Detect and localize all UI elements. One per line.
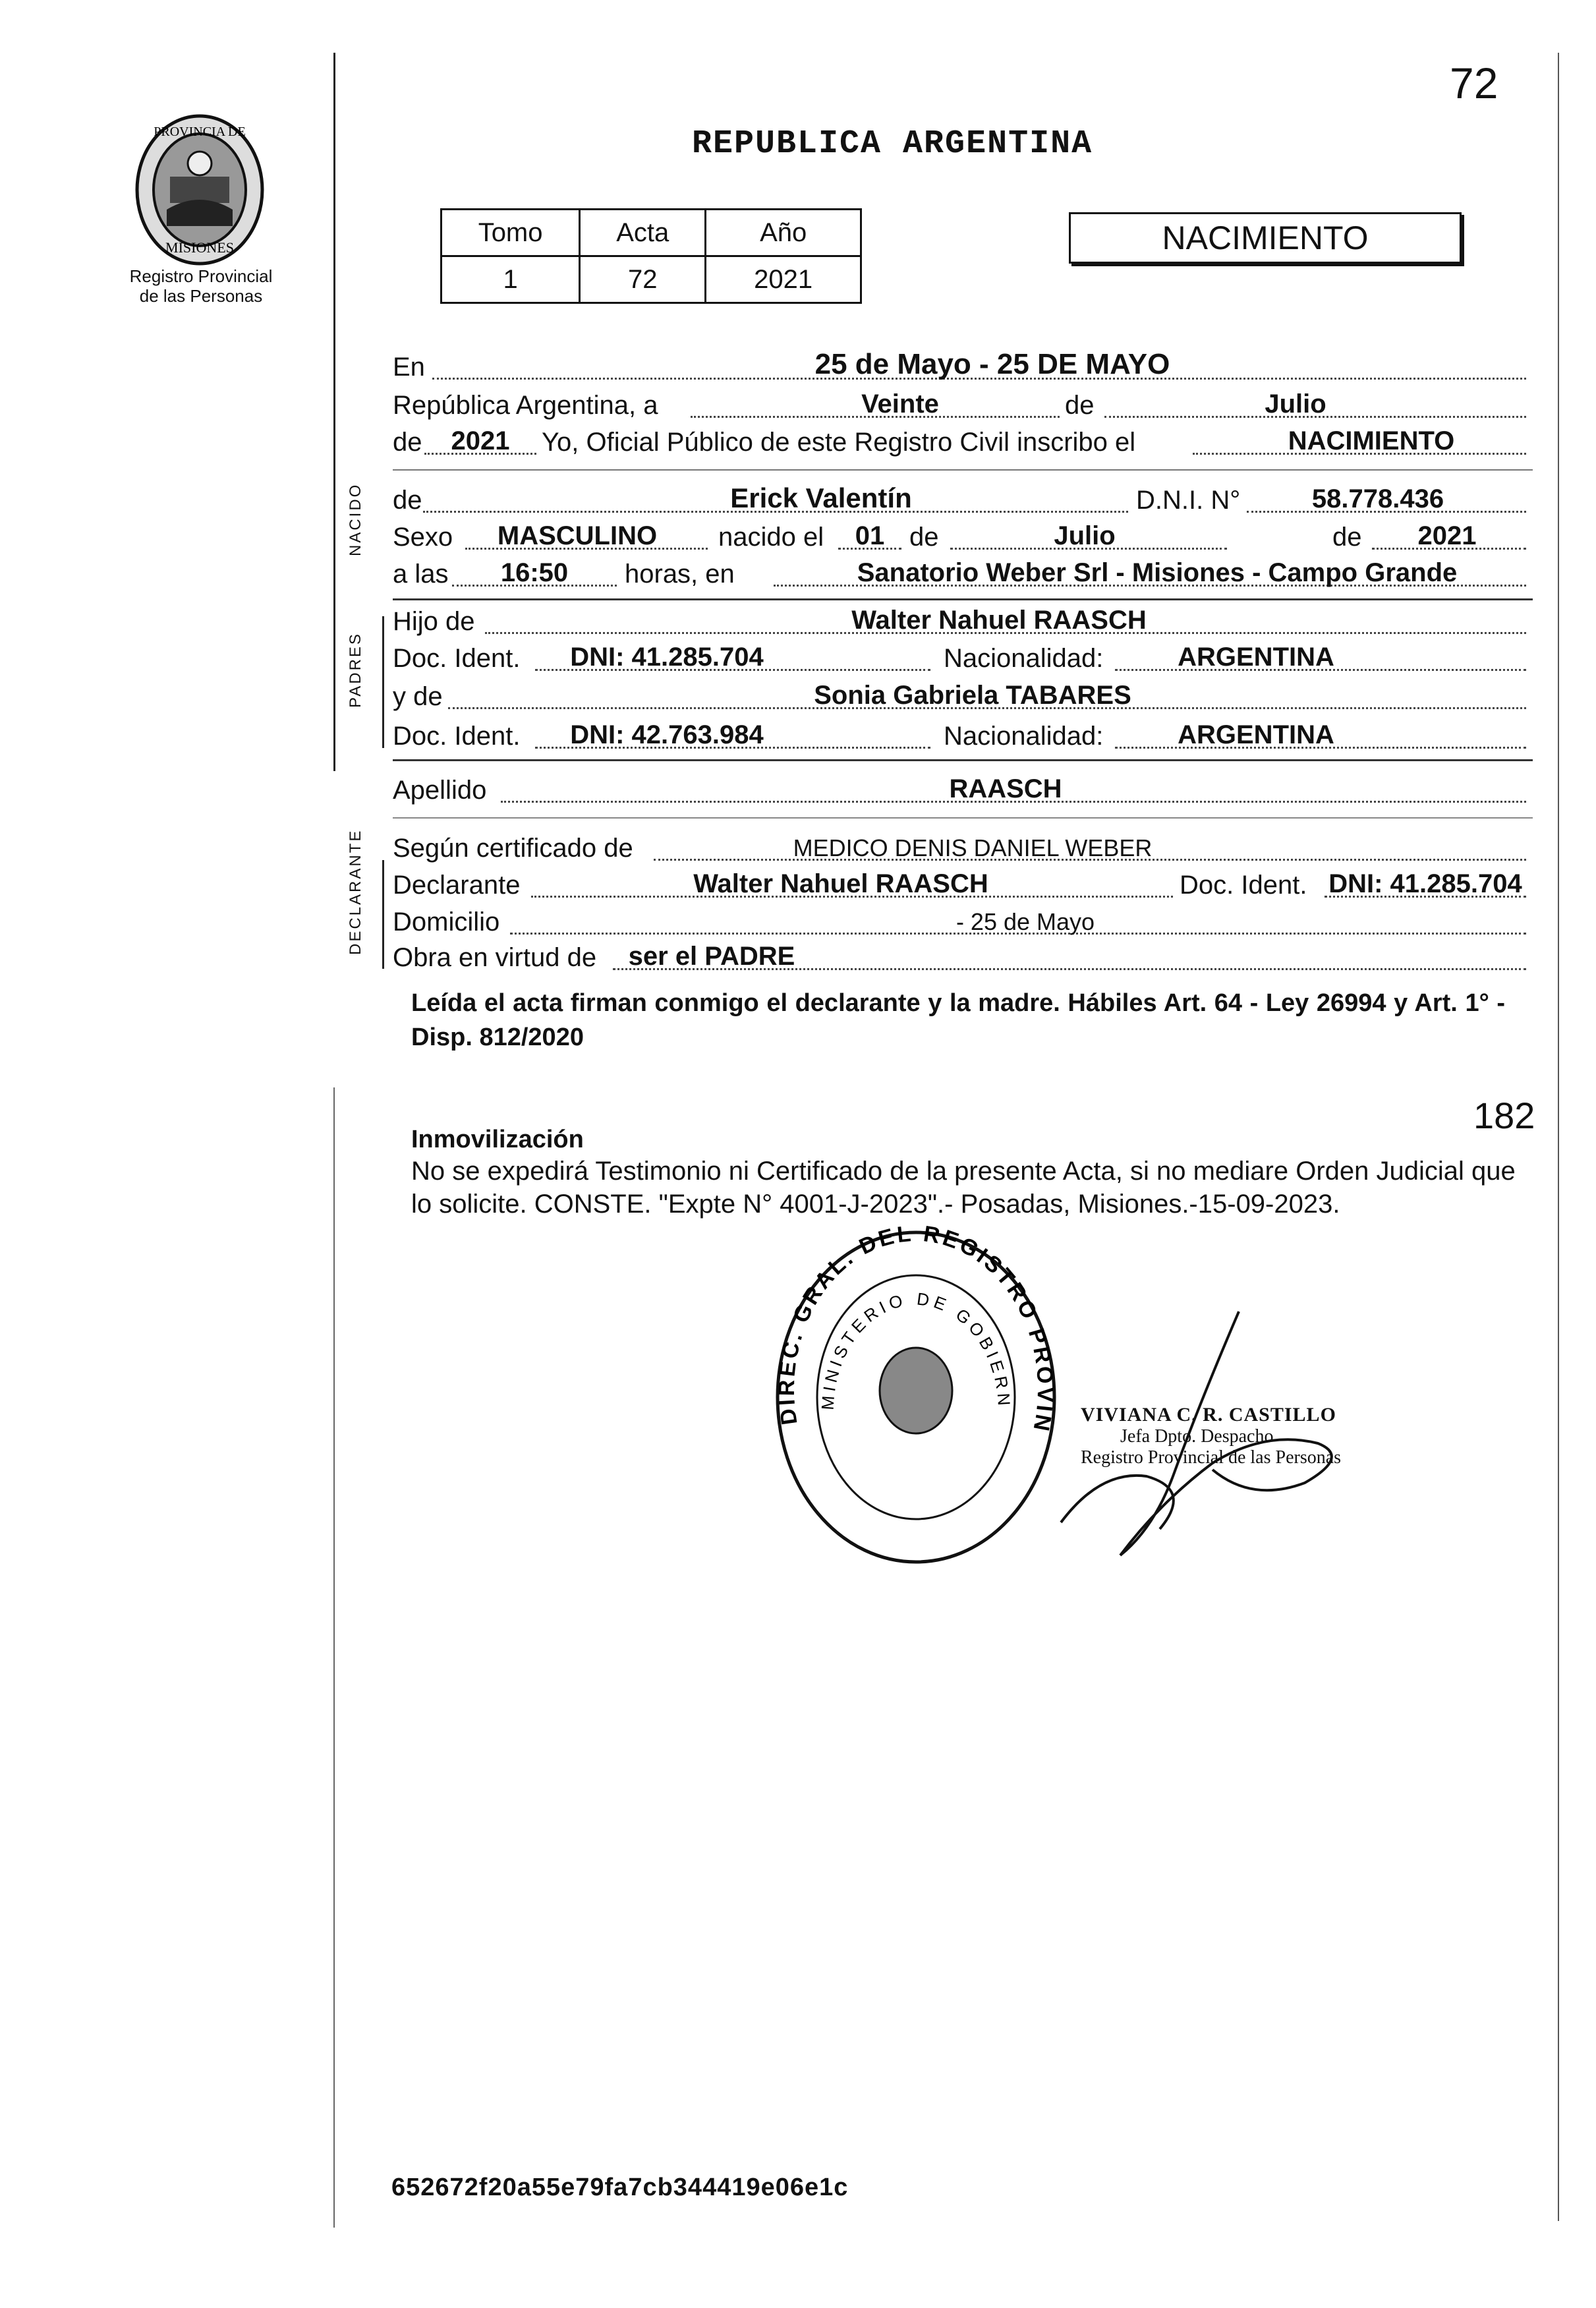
section-label-padres: PADRES: [347, 632, 364, 708]
official-stamp: [771, 1226, 1061, 1569]
header-tomo: Tomo: [442, 210, 580, 256]
value-obra: ser el PADRE: [628, 942, 795, 971]
value-anio: 2021: [451, 426, 510, 455]
value-dni: 58.778.436: [1311, 484, 1444, 513]
value-apellido: RAASCH: [949, 774, 1062, 803]
document-title: REPUBLICA ARGENTINA: [692, 125, 1093, 163]
row-apellido: Apellido RAASCH: [393, 771, 1533, 809]
header-acta: Acta: [580, 210, 706, 256]
row-certificado: Según certificado de MEDICO DENIS DANIEL WEBER: [393, 829, 1533, 867]
value-dia: Veinte: [861, 389, 939, 418]
province-seal: [130, 111, 269, 269]
value-certificado: MEDICO DENIS DANIEL WEBER: [793, 834, 1153, 861]
value-madre-doc: DNI: 42.763.984: [570, 720, 764, 749]
closing-note: Leída el acta firman conmigo el declarante y la madre. Hábiles Art. 64 - Ley 26994 y Art. 1° - Disp. 812/2020: [411, 989, 1505, 1051]
section-label-declarante: DECLARANTE: [347, 828, 364, 955]
registry-line1: Registro Provincial: [129, 266, 273, 286]
row-fecha: República Argentina, a Veinte de Julio: [393, 386, 1533, 424]
record-type-box: [1069, 212, 1462, 264]
value-sexo: MASCULINO: [497, 521, 658, 550]
value-anio-nac: 2021: [1417, 521, 1477, 550]
signatory-name: VIVIANA C. R. CASTILLO: [1081, 1404, 1336, 1426]
official-stamp-icon: [771, 1226, 1061, 1569]
row-domicilio: Domicilio - 25 de Mayo: [393, 903, 1533, 941]
seal-top-text: PROVINCIA DE: [154, 125, 246, 139]
value-tomo: 1: [442, 256, 580, 303]
value-padre: Walter Nahuel RAASCH: [851, 606, 1147, 635]
inmovilizacion-title: Inmovilización: [411, 1126, 584, 1153]
record-type: NACIMIENTO: [1162, 219, 1369, 256]
row-inscripcion: de 2021 Yo, Oficial Público de este Registro Civil inscribo el NACIMIENTO: [393, 423, 1533, 461]
value-padre-nac: ARGENTINA: [1178, 643, 1334, 672]
page-number: 72: [1450, 59, 1498, 107]
value-tipo: NACIMIENTO: [1288, 426, 1455, 455]
row-madre-doc: Doc. Ident. DNI: 42.763.984 Nacionalidad: ARGENTINA: [393, 717, 1533, 755]
registry-name: [105, 266, 297, 306]
value-mes: Julio: [1265, 389, 1326, 418]
signatory-office: Registro Provincial de las Personas: [1081, 1447, 1342, 1468]
province-seal-icon: [130, 111, 269, 269]
label-en: En: [393, 353, 425, 382]
value-dia-nac: 01: [855, 521, 885, 550]
value-lugar: 25 de Mayo - 25 DE MAYO: [814, 348, 1170, 380]
value-mes-nac: Julio: [1054, 521, 1116, 550]
record-table: [440, 208, 862, 304]
registry-line2: de las Personas: [139, 286, 263, 306]
signature-block: [1081, 1404, 1410, 1468]
header-anio: Año: [706, 210, 861, 256]
value-madre: Sonia Gabriela TABARES: [814, 681, 1131, 710]
value-domicilio: - 25 de Mayo: [955, 908, 1095, 935]
seal-bottom-text: MISIONES: [165, 239, 234, 256]
value-anio: 2021: [706, 256, 861, 303]
section-label-nacido: NACIDO: [347, 482, 364, 556]
value-declarante-doc: DNI: 41.285.704: [1328, 869, 1522, 898]
value-hora: 16:50: [500, 558, 569, 587]
value-declarante: Walter Nahuel RAASCH: [693, 869, 988, 898]
row-nombre: de Erick Valentín D.N.I. N° 58.778.436: [393, 481, 1533, 519]
document-hash: 652672f20a55e79fa7cb344419e06e1c: [391, 2174, 849, 2201]
row-declarante: Declarante Walter Nahuel RAASCH Doc. Ident. DNI: 41.285.704: [393, 866, 1533, 904]
row-obra: Obra en virtud de ser el PADRE: [393, 938, 1533, 977]
value-madre-nac: ARGENTINA: [1178, 720, 1334, 749]
row-sexo: Sexo MASCULINO nacido el 01 de Julio de 2021: [393, 518, 1533, 556]
row-lugar: [393, 348, 1533, 386]
row-padre: Hijo de Walter Nahuel RAASCH: [393, 602, 1533, 641]
inmovilizacion-text: No se expedirá Testimonio ni Certificado de la presente Acta, si no mediare Orden Judicial que lo solicite. CONSTE. "Expte N° 4001-J-2023".- Posadas, Misiones.-15-09-2023.: [411, 1157, 1516, 1219]
value-padre-doc: DNI: 41.285.704: [570, 643, 764, 672]
stamp-inner-text: MINISTERIO DE GOBIERN: [817, 1288, 1015, 1411]
signatory-role: Jefa Dpto. Despacho: [1120, 1426, 1274, 1447]
stamp-outer-text: DIREC. GRAL. DEL REGISTRO PROVIN: [774, 1226, 1058, 1436]
value-acta: 72: [580, 256, 706, 303]
value-lugar-nac: Sanatorio Weber Srl - Misiones - Campo Grande: [857, 558, 1458, 587]
value-nombre: Erick Valentín: [730, 482, 912, 513]
row-hora: a las 16:50 horas, en Sanatorio Weber Srl - Misiones - Campo Grande: [393, 555, 1533, 593]
second-number: 182: [1473, 1095, 1535, 1136]
row-padre-doc: Doc. Ident. DNI: 41.285.704 Nacionalidad: ARGENTINA: [393, 639, 1533, 678]
row-madre: y de Sonia Gabriela TABARES: [393, 678, 1533, 716]
